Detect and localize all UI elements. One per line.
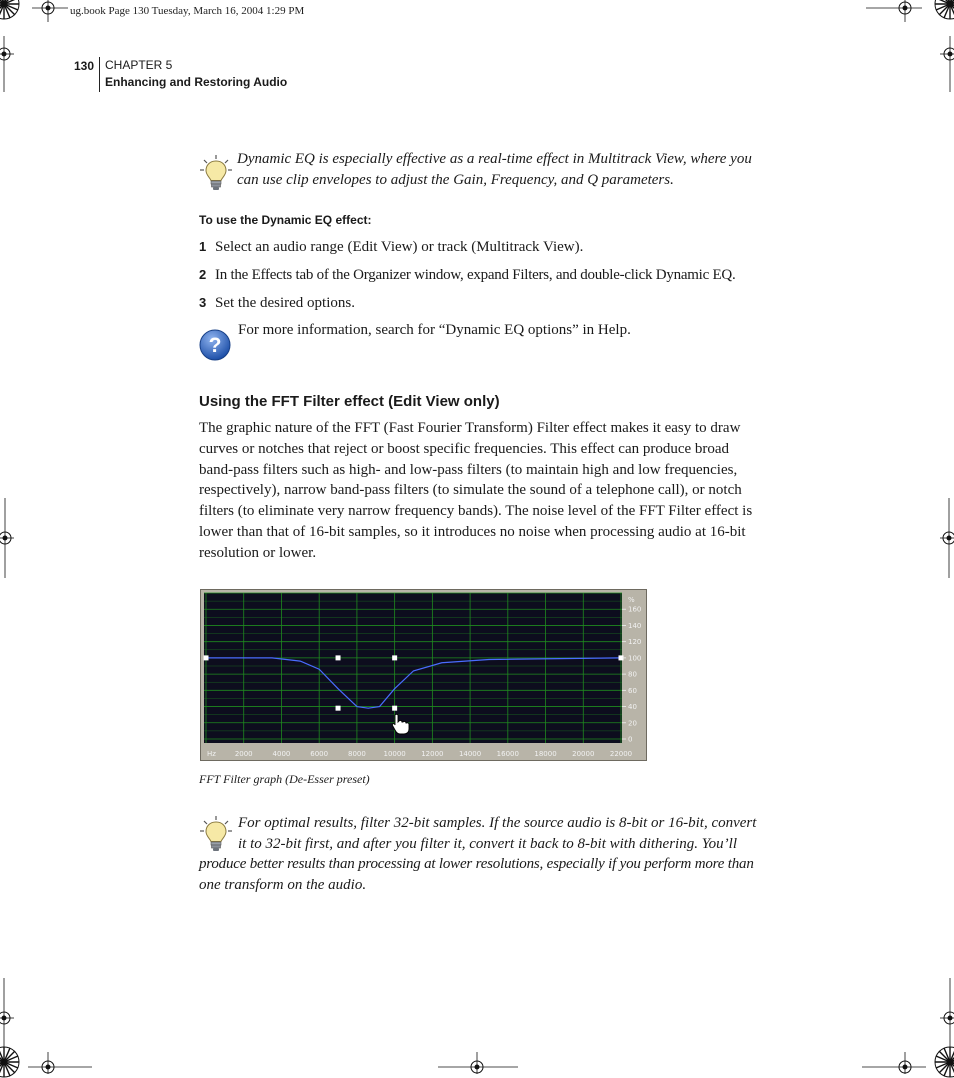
x-tick-label: 22000 [609, 750, 633, 758]
control-point-handle[interactable] [392, 655, 397, 660]
y-tick-label: 0 [628, 735, 633, 744]
crosshair-mark-icon [0, 498, 14, 578]
y-tick-label: 20 [628, 719, 637, 728]
control-point-handle[interactable] [204, 655, 209, 660]
crosshair-mark-icon [32, 0, 68, 22]
tip-note [237, 149, 757, 191]
x-tick-label: 18000 [534, 750, 557, 758]
lightbulb-icon [200, 815, 232, 853]
crosshair-mark-icon [862, 1052, 926, 1074]
procedure-heading: To use the Dynamic EQ effect: [199, 213, 372, 227]
x-tick-label: 4000 [272, 750, 291, 758]
x-tick-label: 16000 [496, 750, 519, 758]
tip-line: Dynamic EQ is especially effective as a real-time effect in Multitrack View, where you [237, 151, 752, 167]
tip-line: one transform on the audio. [199, 877, 367, 893]
control-point-handle[interactable] [392, 706, 397, 711]
crosshair-mark-icon [866, 0, 922, 22]
tip-line: For optimal results, filter 32-bit samples. If the source audio is 8-bit or 16-bit, convert [238, 815, 757, 831]
x-unit-label: Hz [207, 750, 216, 758]
fft-filter-graph [200, 589, 647, 761]
body-paragraph: The graphic nature of the FFT (Fast Fourier Transform) Filter effect makes it easy to draw curves or notches that reject or boost specific frequencies. This effect can produce broad band-pass filters such as high- and low-pass filters (to maintain high and low frequencies, respectively), narrow band-pass filters (to simulate the sound of a telephone call), or notch filters (to eliminate very narrow frequency bands). The noise level of the FFT Filter effect is lower than that of 16-bit samples, so it introduces no noise when processing audio at 16-bit resolution or lower. [199, 420, 753, 561]
crosshair-mark-icon [438, 1052, 518, 1074]
plot-area [204, 593, 622, 743]
lightbulb-icon [200, 154, 232, 192]
section-heading: Using the FFT Filter effect (Edit View only) [199, 393, 500, 410]
procedure-step [199, 267, 735, 284]
tip-line: produce better results than processing at lower resolutions, especially if you perform more than [199, 856, 754, 872]
step-number: 1 [199, 239, 207, 254]
registration-wheel-icon [0, 0, 20, 20]
y-tick-label: 100 [628, 654, 642, 663]
crosshair-mark-icon [940, 36, 954, 92]
crosshair-mark-icon [940, 978, 954, 1058]
step-number: 3 [199, 295, 207, 310]
crosshair-mark-icon [28, 1052, 92, 1074]
tip-line: it to 32-bit first, and after you filter it, convert it back to 8-bit with dithering. You’ll [238, 836, 738, 852]
x-tick-label: 10000 [383, 750, 406, 758]
registration-wheel-icon [934, 0, 954, 20]
step-number: 2 [199, 267, 206, 282]
control-point-handle[interactable] [336, 655, 341, 660]
print-slug: ug.book Page 130 Tuesday, March 16, 2004 1:29 PM [70, 5, 305, 17]
chapter-label: CHAPTER 5 [105, 58, 173, 72]
figure-caption: FFT Filter graph (De-Esser preset) [199, 772, 370, 786]
y-tick-label: 140 [628, 621, 642, 630]
crosshair-mark-icon [0, 978, 14, 1058]
x-tick-label: 12000 [421, 750, 444, 758]
y-unit-label: % [628, 596, 635, 604]
x-tick-label: 2000 [234, 750, 253, 758]
x-tick-label: 14000 [458, 750, 482, 758]
control-point-handle[interactable] [336, 706, 341, 711]
procedure-step [199, 239, 583, 256]
svg-text:?: ? [208, 334, 222, 357]
step-text: Set the desired options. [215, 295, 355, 311]
page-number: 130 [74, 59, 95, 73]
help-note: For more information, search for “Dynamic EQ options” in Help. [238, 322, 631, 338]
x-tick-label: 20000 [572, 750, 595, 758]
crosshair-mark-icon [0, 36, 14, 92]
tip-line: can use clip envelopes to adjust the Gain, Frequency, and Q parameters. [237, 172, 674, 188]
question-mark-icon [199, 329, 231, 361]
crosshair-mark-icon [940, 498, 954, 578]
procedure-step [199, 295, 355, 312]
x-tick-label: 6000 [310, 750, 329, 758]
y-tick-label: 40 [628, 703, 637, 712]
y-tick-label: 160 [628, 605, 642, 614]
header-divider [99, 57, 100, 92]
y-tick-label: 80 [628, 670, 637, 679]
chapter-title: Enhancing and Restoring Audio [105, 75, 288, 89]
step-text: In the Effects tab of the Organizer window, expand Filters, and double-click Dynamic EQ. [215, 267, 736, 283]
y-tick-label: 120 [628, 638, 642, 647]
y-tick-label: 60 [628, 686, 637, 695]
x-tick-label: 8000 [347, 750, 366, 758]
step-text: Select an audio range (Edit View) or track (Multitrack View). [215, 239, 584, 255]
